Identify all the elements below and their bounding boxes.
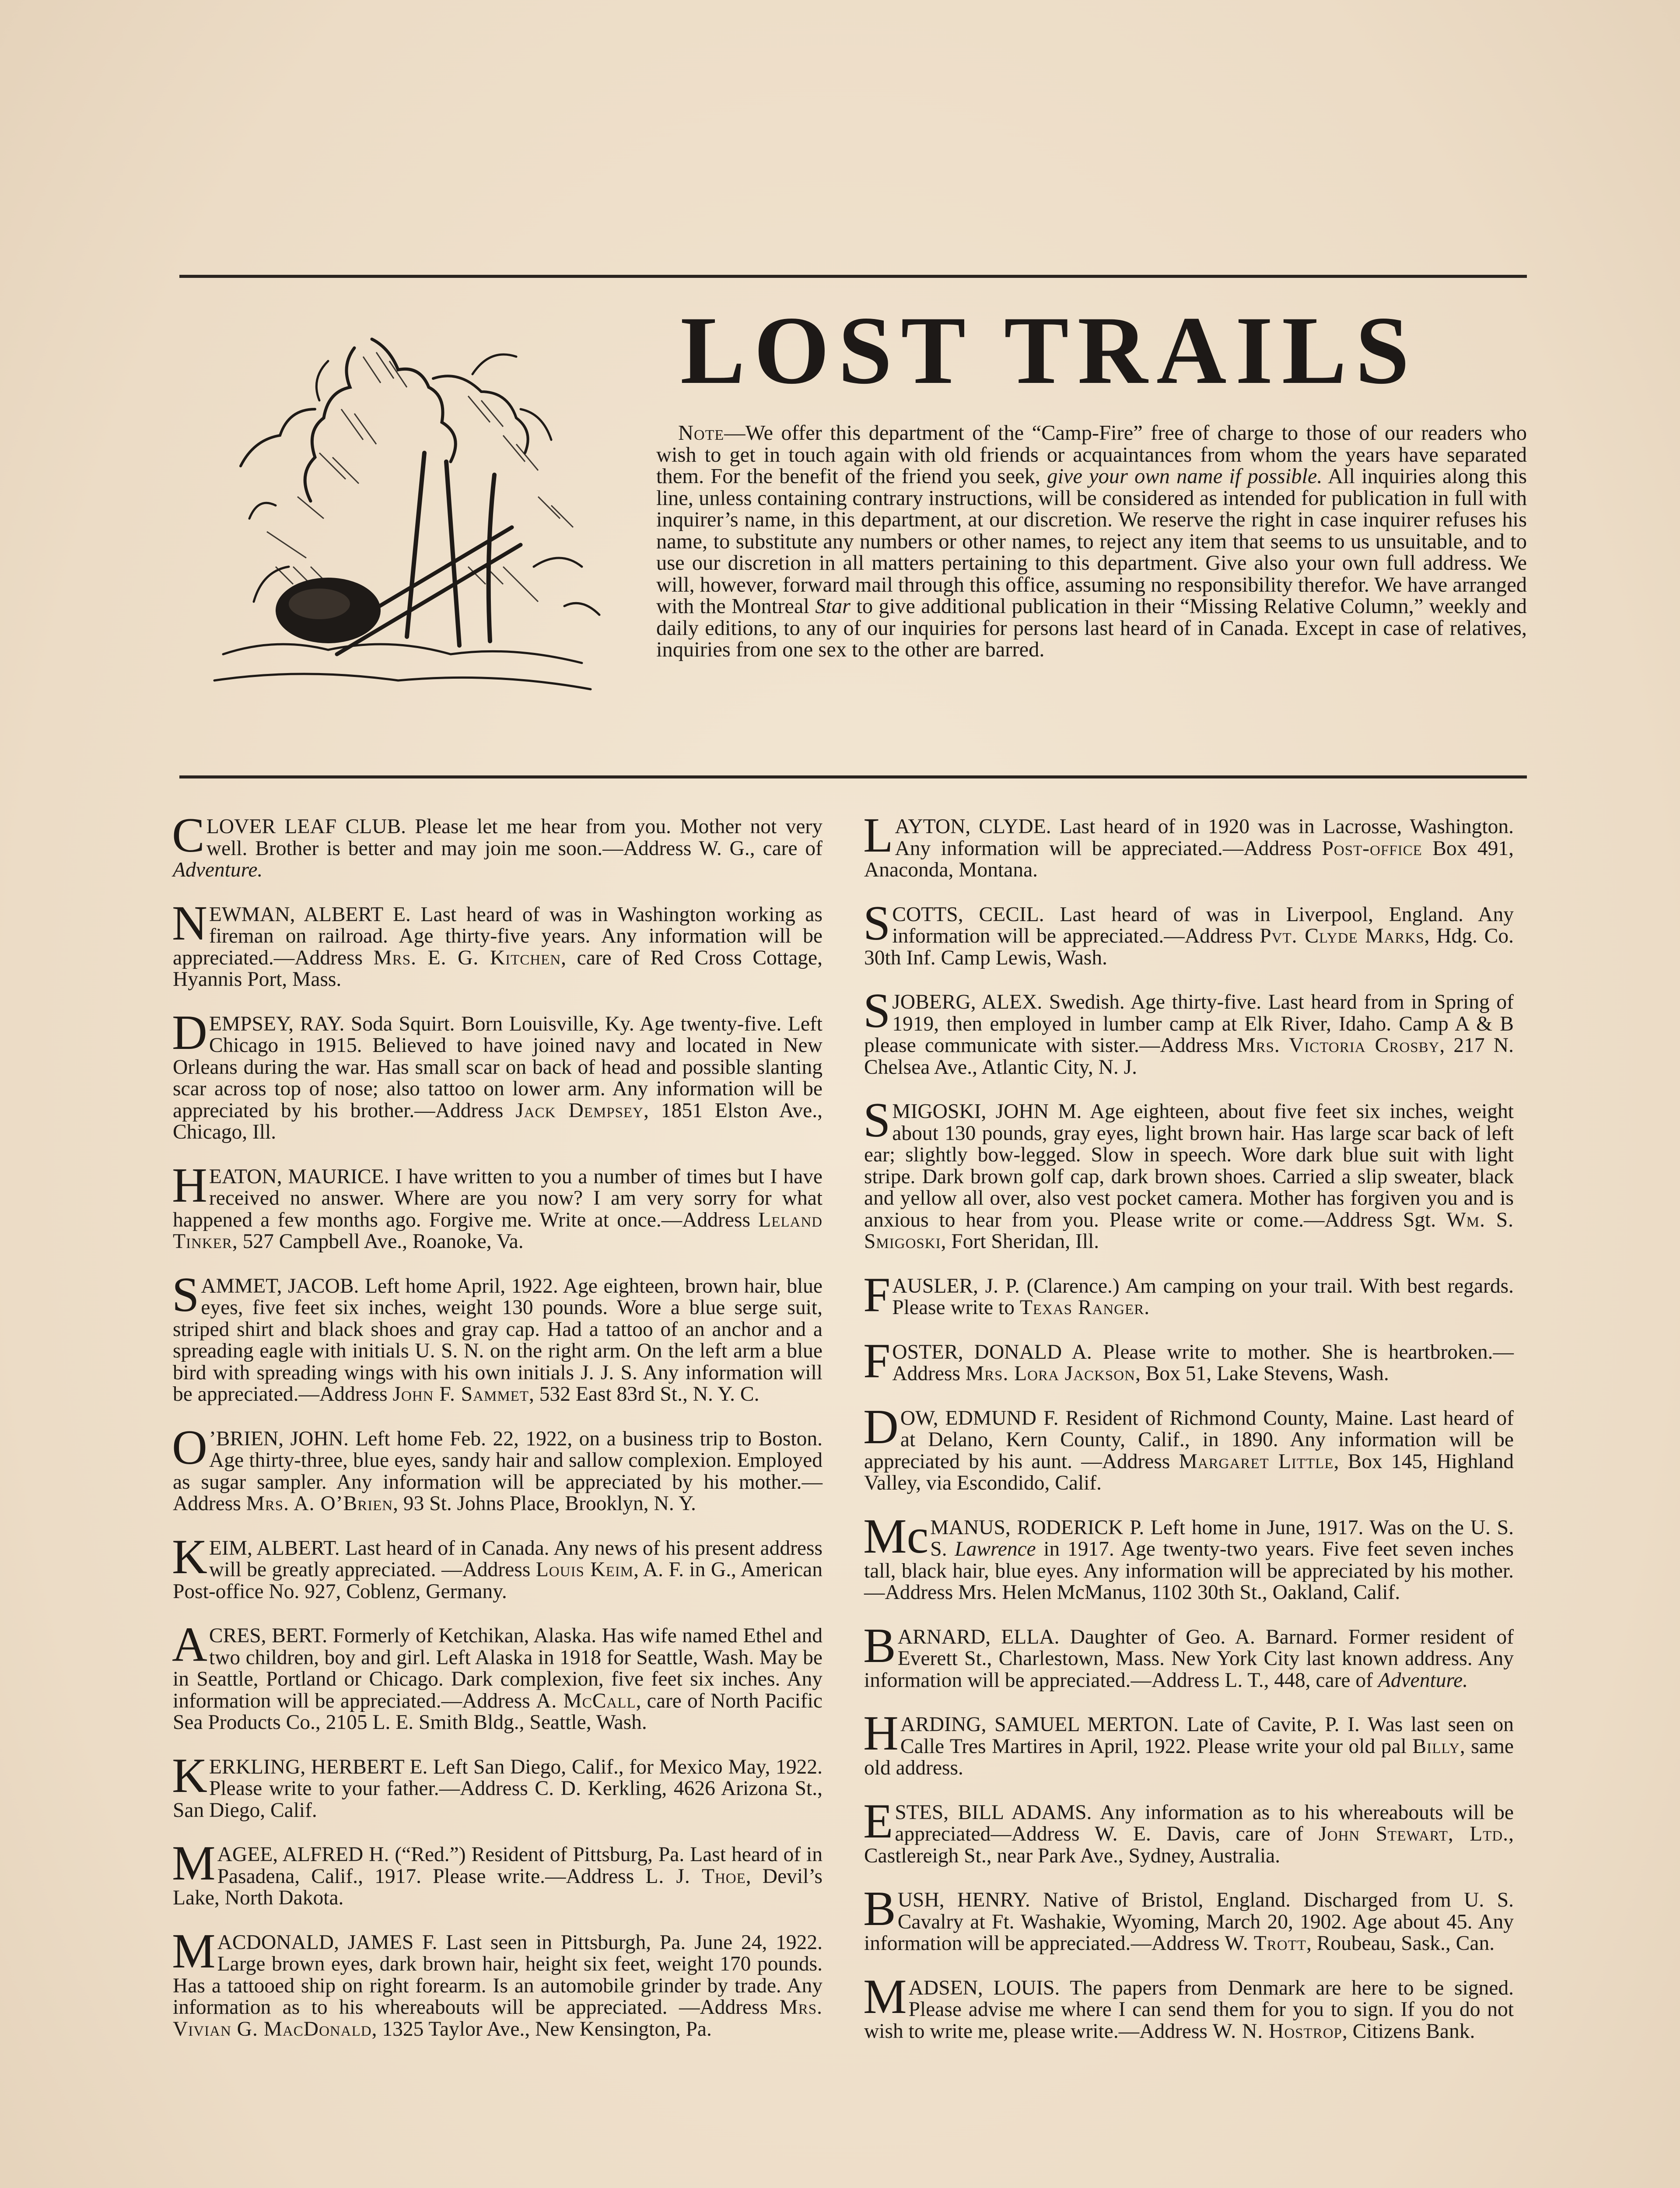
notice-entry bbox=[863, 1267, 1514, 1322]
entry-name: John F. Sammet bbox=[392, 1383, 529, 1406]
entry-italic: Adventure. bbox=[173, 859, 263, 881]
entry-initial: B bbox=[863, 1618, 896, 1673]
entry-text: ADSEN, LOUIS. The papers from Denmark are here to be signed. Please advise me where I can send them for you to sign. If you do not wish to write me, please write.—Address bbox=[864, 1976, 1514, 2043]
notice-entry bbox=[863, 1333, 1514, 1388]
entry-text: AUSLER, J. P. (Clarence.) Am camping on your trail. With best regards. Please write to bbox=[892, 1274, 1514, 1319]
notice-entry bbox=[172, 1924, 822, 2041]
entry-name: Texas Ranger bbox=[1019, 1296, 1144, 1319]
entry-name: W. Trott bbox=[1225, 1932, 1306, 1955]
notice-entry bbox=[172, 808, 822, 881]
entry-initial: E bbox=[863, 1794, 893, 1848]
entry-text: COTTS, CECIL. Last heard of was in Liverpool, England. Any information will be appreciated.—Address bbox=[892, 903, 1514, 947]
entry-name: A. McCall bbox=[536, 1689, 636, 1712]
entry-initial: D bbox=[863, 1399, 899, 1454]
entry-text-continued: , Castlereigh St., near Park Ave., Sydney, Australia. bbox=[864, 1823, 1514, 1867]
entry-initial: D bbox=[172, 1005, 207, 1060]
entry-text-continued: , A. F. in G., American Post-office No. 927, Coblenz, Germany. bbox=[173, 1558, 822, 1603]
entry-initial: L bbox=[863, 808, 893, 863]
entry-italic: Lawrence bbox=[955, 1538, 1036, 1560]
entry-italic: Adventure. bbox=[1378, 1669, 1468, 1692]
entry-text-continued: , care of Red Cross Cottage, Hyannis Port, Mass. bbox=[173, 946, 822, 991]
entry-text-continued: . bbox=[1144, 1296, 1150, 1319]
entry-name: W. N. Hostrop bbox=[1212, 2020, 1342, 2043]
notice-entry bbox=[172, 1005, 822, 1143]
entry-name: Mrs. A. O’Brien bbox=[246, 1492, 393, 1515]
entry-text-continued: , 1325 Taylor Ave., New Kensington, Pa. bbox=[371, 2017, 712, 2041]
notice-entry bbox=[863, 1618, 1514, 1692]
entry-name: Post-office bbox=[1322, 837, 1422, 860]
entry-text-continued: in 1917. Age twenty-two years. Five feet seven inches tall, black hair, blue eyes. Any information will be appreciated by his mother. —Address Mrs. Helen McManus, 1102 30th St., Oakland, Calif. bbox=[864, 1538, 1514, 1604]
notice-entry bbox=[863, 808, 1514, 881]
entry-text-continued: , 532 East 83rd St., N. Y. C. bbox=[528, 1383, 760, 1406]
department-title: LOST TRAILS bbox=[680, 297, 1418, 404]
entry-text: EIM, ALBERT. Last heard of in Canada. Any news of his present address will be greatly appreciated. —Address bbox=[209, 1536, 822, 1581]
notice-entry bbox=[172, 1748, 822, 1822]
notice-entry bbox=[863, 1969, 1514, 2043]
entry-initial: B bbox=[863, 1882, 896, 1936]
entry-text: OSTER, DONALD A. Please write to mother. She is heartbroken.—Address bbox=[892, 1340, 1514, 1385]
entry-initial: F bbox=[863, 1267, 891, 1322]
entry-name: Louis Keim bbox=[536, 1558, 634, 1581]
entry-initial: H bbox=[863, 1706, 899, 1760]
entry-text: ERKLING, HERBERT E. Left San Diego, Calif., for Mexico May, 1922. Please write to your father.—Address C. D. Kerkling, 4626 Arizona St., San Diego, Calif. bbox=[173, 1755, 822, 1822]
notice-entry bbox=[863, 1794, 1514, 1867]
entry-text-continued: , Roubeau, Sask., Can. bbox=[1306, 1932, 1495, 1955]
entry-text-continued: , 527 Campbell Ave., Roanoke, Va. bbox=[232, 1230, 524, 1253]
entry-text: AMMET, JACOB. Left home April, 1922. Age eighteen, brown hair, blue eyes, five feet six inches, weight 130 pounds. Wore a blue serge suit, striped shirt and black shoes and gray cap. Had a tattoo of an anchor and a spreading eagle with initials U. S. N. on the right arm. On the left arm a blue bird with spreading wings with his own initials J. J. S. Any information will be appreciated.—Address bbox=[173, 1274, 822, 1406]
entry-text: EWMAN, ALBERT E. Last heard of was in Washington working as fireman on railroad. Age thirty-five years. Any information will be appreciated.—Address bbox=[173, 903, 822, 969]
notice-entry bbox=[172, 896, 822, 991]
entry-text: LOVER LEAF CLUB. Please let me hear from you. Mother not very well. Brother is better and may join me soon.—Address W. G., care of bbox=[206, 815, 822, 860]
entry-text: MANUS, RODERICK P. Left home in June, 1917. Was on the U. S. S. bbox=[930, 1516, 1514, 1560]
entry-text-continued: , 93 St. Johns Place, Brooklyn, N. Y. bbox=[393, 1492, 696, 1515]
campfire-woods-illustration bbox=[188, 322, 617, 711]
entry-text: EATON, MAURICE. I have written to you a number of times but I have received no answer. Where are you now? I am very sorry for what happened a few months ago. Forgive me. Write at once.—Address bbox=[173, 1165, 822, 1231]
notice-entry bbox=[863, 1509, 1514, 1604]
entry-text-continued: Box 491, Anaconda, Montana. bbox=[864, 837, 1514, 881]
entry-name: Jack Dempsey bbox=[515, 1099, 644, 1122]
entry-text: OW, EDMUND F. Resident of Richmond County, Maine. Last heard of at Delano, Kern County, Calif., in 1890. Any information will be appreciated by his aunt. —Address bbox=[864, 1406, 1514, 1473]
entry-text-continued: , Citizens Bank. bbox=[1342, 2020, 1475, 2043]
entry-name: John Stewart, Ltd. bbox=[1319, 1823, 1509, 1845]
notice-entry bbox=[863, 1399, 1514, 1494]
entry-text: ’BRIEN, JOHN. Left home Feb. 22, 1922, on a business trip to Boston. Age thirty-three, blue eyes, sandy hair and sallow complexion. Employed as sugar sampler. Any information will be appreciated by his mother.—Address bbox=[173, 1427, 822, 1515]
note-text-3: to give additional publication in their “Missing Relative Column,” weekly and daily editions, to any of our inquiries for persons last heard of in Canada. Except in case of relatives, inquiries from one sex to the other are barred. bbox=[656, 595, 1527, 661]
entry-text: USH, HENRY. Native of Bristol, England. Discharged from U. S. Cavalry at Ft. Washakie, Wyoming, March 20, 1902. Age about 45. Any information will be appreciated.—Address bbox=[864, 1889, 1514, 1955]
entry-name: Billy bbox=[1412, 1735, 1460, 1758]
entry-text: STES, BILL ADAMS. Any information as to his whereabouts will be appreciated—Address W. E. Davis, care of bbox=[895, 1801, 1514, 1845]
entry-name: Pvt. Clyde Marks bbox=[1260, 925, 1424, 947]
entry-initial: M bbox=[863, 1969, 907, 2024]
notice-entry bbox=[172, 1267, 822, 1406]
right-column bbox=[863, 808, 1514, 2065]
entry-initial: O bbox=[172, 1420, 207, 1475]
entry-text: JOBERG, ALEX. Swedish. Age thirty-five. Last heard from in Spring of 1919, then employed in lumber camp at Elk River, Idaho. Camp A & B please communicate with sister.—Address bbox=[864, 991, 1514, 1057]
middle-rule bbox=[179, 775, 1527, 778]
notice-entry bbox=[863, 1706, 1514, 1779]
entry-name: Mrs. Victoria Crosby bbox=[1237, 1034, 1440, 1057]
entry-text-continued: , 217 N. Chelsea Ave., Atlantic City, N. J. bbox=[864, 1034, 1514, 1079]
entry-initial: K bbox=[172, 1529, 207, 1584]
top-rule bbox=[179, 275, 1527, 278]
entry-initial: S bbox=[863, 1093, 891, 1147]
entry-initial: S bbox=[172, 1267, 200, 1322]
entry-initial: C bbox=[172, 808, 205, 863]
note-emphasis: give your own name if possible. bbox=[1047, 465, 1323, 488]
entry-text-continued: , same old address. bbox=[864, 1735, 1514, 1779]
note-text-2: All inquiries along this line, unless containing contrary instructions, will be considered as intended for publication in full with inquirer’s name, in this department, at our discretion. We reserve the right in case inquirer refuses his name, to substitute any numbers or other names, to reject any item that seems to us unsuitable, and to use our discretion in all matters pertaining to this department. Give also your own full address. We will, however, forward mail through this office, assuming no responsibility therefor. We have arranged with the Montreal bbox=[656, 465, 1527, 618]
entry-name: Wm. S. Smigoski bbox=[864, 1208, 1514, 1253]
entry-text: ACDONALD, JAMES F. Last seen in Pittsburgh, Pa. June 24, 1922. Large brown eyes, dark brown hair, height six feet, weight 170 pounds. Has a tattooed ship on right forearm. Is an automobile grinder by trade. Any information as to his whereabouts will be appreciated. —Address bbox=[173, 1931, 822, 2019]
entry-initial: Mc bbox=[863, 1509, 929, 1564]
entry-text-continued: , care of North Pacific Sea Products Co., 2105 L. E. Smith Bldg., Seattle, Wash. bbox=[173, 1689, 822, 1734]
notice-entry bbox=[863, 896, 1514, 969]
department-note bbox=[656, 422, 1527, 661]
note-star: Star bbox=[815, 595, 851, 618]
entry-initial: A bbox=[172, 1617, 207, 1672]
entry-initial: F bbox=[863, 1333, 891, 1388]
notice-entry bbox=[863, 984, 1514, 1079]
note-label: Note bbox=[678, 421, 724, 445]
entry-name: Mrs. Lora Jackson bbox=[965, 1362, 1135, 1385]
entry-initial: S bbox=[863, 896, 891, 950]
entry-initial: N bbox=[172, 896, 207, 950]
notice-entry bbox=[172, 1529, 822, 1603]
entry-initial: M bbox=[172, 1924, 216, 1978]
entry-text-continued: , Hdg. Co. 30th Inf. Camp Lewis, Wash. bbox=[864, 925, 1514, 969]
notice-entry bbox=[863, 1882, 1514, 1955]
entry-name: Margaret Little bbox=[1179, 1450, 1334, 1473]
entry-name: Mrs. E. G. Kitchen bbox=[373, 946, 561, 969]
entry-initial: K bbox=[172, 1748, 207, 1803]
entry-text-continued: , 1851 Elston Ave., Chicago, Ill. bbox=[173, 1099, 822, 1143]
entry-text: AYTON, CLYDE. Last heard of in 1920 was in Lacrosse, Washington. Any information will be appreciated.—Address bbox=[895, 815, 1514, 860]
note-text-1: —We offer this department of the “Camp-Fire” free of charge to those of our readers who wish to get in touch again with old friends or acquaintances from whom the years have separated them. For the benefit of the friend you seek, bbox=[656, 421, 1527, 488]
entry-text-continued: , Box 145, Highland Valley, via Escondido, Calif. bbox=[864, 1450, 1514, 1494]
entry-initial: M bbox=[172, 1836, 216, 1890]
entry-text: CRES, BERT. Formerly of Ketchikan, Alaska. Has wife named Ethel and two children, boy and girl. Left Alaska in 1918 for Seattle, Wash. May be in Seattle, Portland or Chicago. Dark complexion, five feet six inches. Any information will be appreciated.—Address bbox=[173, 1624, 822, 1712]
entry-text: ARDING, SAMUEL MERTON. Late of Cavite, P. I. Was last seen on Calle Tres Martires in April, 1922. Please write your old pal bbox=[900, 1713, 1514, 1758]
entry-text-continued: , Box 51, Lake Stevens, Wash. bbox=[1135, 1362, 1389, 1385]
entry-initial: S bbox=[863, 984, 891, 1038]
entry-text: EMPSEY, RAY. Soda Squirt. Born Louisville, Ky. Age twenty-five. Left Chicago in 1915. Believed to have joined navy and located in New Orleans during the war. Has small scar on back of head and possible slanting scar across top of nose; also tattoo on lower arm. Any information will be appreciated by his brother.—Address bbox=[173, 1012, 822, 1122]
notice-entry bbox=[172, 1420, 822, 1515]
entry-text-continued: , Devil’s Lake, North Dakota. bbox=[173, 1865, 822, 1909]
notice-entry bbox=[172, 1158, 822, 1253]
entry-name: Mrs. Vivian G. MacDonald bbox=[173, 1996, 822, 2041]
entry-text: AGEE, ALFRED H. (“Red.”) Resident of Pittsburg, Pa. Last heard of in Pasadena, Calif., 1917. Please write.—Address bbox=[217, 1843, 822, 1888]
notice-entry bbox=[863, 1093, 1514, 1253]
entry-name: Leland Tinker bbox=[173, 1208, 822, 1253]
entry-text: ARNARD, ELLA. Daughter of Geo. A. Barnard. Former resident of Everett St., Charlestown, Mass. New York City last known address. Any information will be appreciated.—Address L. T., 448, care of bbox=[864, 1625, 1514, 1692]
left-column bbox=[172, 808, 822, 2063]
entry-text: MIGOSKI, JOHN M. Age eighteen, about five feet six inches, weight about 130 pounds, gray eyes, light brown hair. Has large scar back of left ear; slightly bow-legged. Slow in speech. Wore dark blue suit with light stripe. Dark brown golf cap, dark brown shoes. Carried a slip sweater, black and yellow all over, also vest pocket camera. Mother has forgiven you and is anxious to hear from you. Please write or come.—Address Sgt. bbox=[864, 1100, 1514, 1231]
entry-name: L. J. Thoe bbox=[645, 1865, 746, 1888]
notice-entry bbox=[172, 1617, 822, 1734]
notice-entry bbox=[172, 1836, 822, 1909]
entry-text-continued: , Fort Sheridan, Ill. bbox=[941, 1230, 1099, 1253]
entry-initial: H bbox=[172, 1158, 207, 1213]
